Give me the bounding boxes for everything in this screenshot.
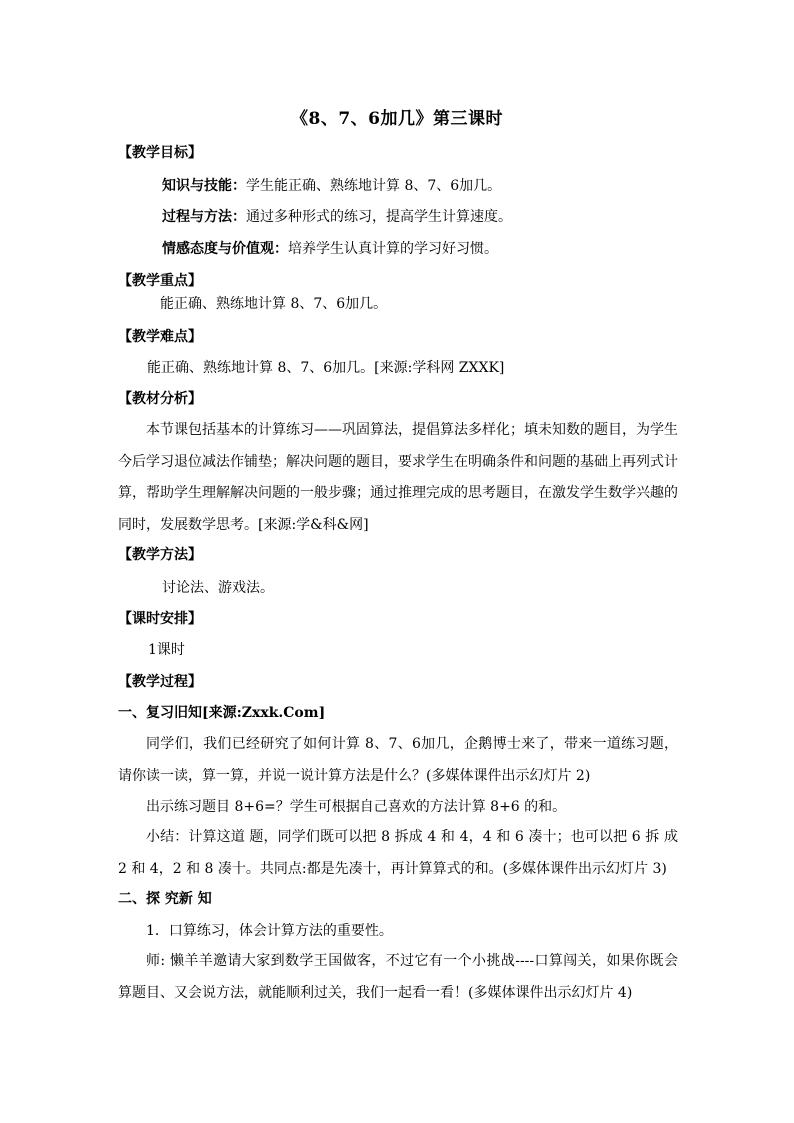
schedule-text: 1课时 xyxy=(148,642,185,658)
analysis-text: 本节课包括基本的计算练习——巩固算法，提倡算法多样化；填未知数的题目，为学生今后学习退位减法作铺垫；解决问题的题目，要求学生在明确条件和问题的基础上再列式计算，帮助学生理解解决问题的一般步骤；通过推理完成的思考题目，在激发学生数学兴趣的同时，发展数学思考。[来源:学&科&网] xyxy=(118,422,678,533)
goal-emotion-text: 培养学生认真计算的学习好习惯。 xyxy=(288,241,498,257)
difficulty-heading: 【教学难点】 xyxy=(118,329,202,345)
goal-emotion-label: 情感态度与价值观： xyxy=(162,241,288,257)
goal-knowledge-label: 知识与技能： xyxy=(162,178,246,194)
part2-item-1: 1．口算练习，体会计算方法的重要性。 xyxy=(146,923,393,939)
goal-emotion xyxy=(162,239,498,259)
part1-paragraph-1: 同学们，我们已经研究了如何计算 8、7、6加几，企鹅博士来了，带来一道练习题，请你读一读，算一算，并说一说计算方法是什么？(多媒体课件出示幻灯片 2) xyxy=(118,736,678,784)
part1-paragraph-2: 出示练习题目 8+6=？学生可根据自己喜欢的方法计算 8+6 的和。 xyxy=(146,799,567,815)
schedule-heading: 【课时安排】 xyxy=(118,611,202,627)
key-point-text: 能正确、熟练地计算 8、7、6加几。 xyxy=(160,296,388,312)
goal-process-text: 通过多种形式的练习，提高学生计算速度。 xyxy=(246,209,512,225)
part2-paragraph-1: 师: 懒羊羊邀请大家到数学王国做客，不过它有一个小挑战----口算闯关，如果你既会算题目、又会说方法，就能顺利过关，我们一起看一看！(多媒体课件出示幻灯片 4) xyxy=(118,953,678,1001)
part2-heading: 二、探 究新 知 xyxy=(118,891,212,907)
method-heading: 【教学方法】 xyxy=(118,547,202,563)
part1-heading: 一、复习旧知[来源:Zxxk.Com] xyxy=(118,705,326,721)
document-title: 《8、7、6加几》第三课时 xyxy=(291,109,503,129)
part1-paragraph-3: 小结：计算这道 题，同学们既可以把 8 拆成 4 和 4，4 和 6 凑十；也可以把 6 拆 成 2 和 4，2 和 8 凑十。共同点:都是先凑十，再计算算式的和。(多媒体课件出示幻灯片 3) xyxy=(118,829,678,877)
goal-process xyxy=(162,207,512,227)
goal-knowledge-text: 学生能正确、熟练地计算 8、7、6加几。 xyxy=(246,178,502,194)
goals-heading: 【教学目标】 xyxy=(118,145,202,161)
method-text: 讨论法、游戏法。 xyxy=(162,580,274,596)
key-point-heading: 【教学重点】 xyxy=(118,273,202,289)
goal-knowledge xyxy=(162,176,501,196)
analysis-heading: 【教材分析】 xyxy=(118,391,202,407)
goal-process-label: 过程与方法： xyxy=(162,209,246,225)
procedure-heading: 【教学过程】 xyxy=(118,674,202,690)
difficulty-text: 能正确、熟练地计算 8、7、6加几。[来源:学科网 ZXXK] xyxy=(147,360,505,376)
